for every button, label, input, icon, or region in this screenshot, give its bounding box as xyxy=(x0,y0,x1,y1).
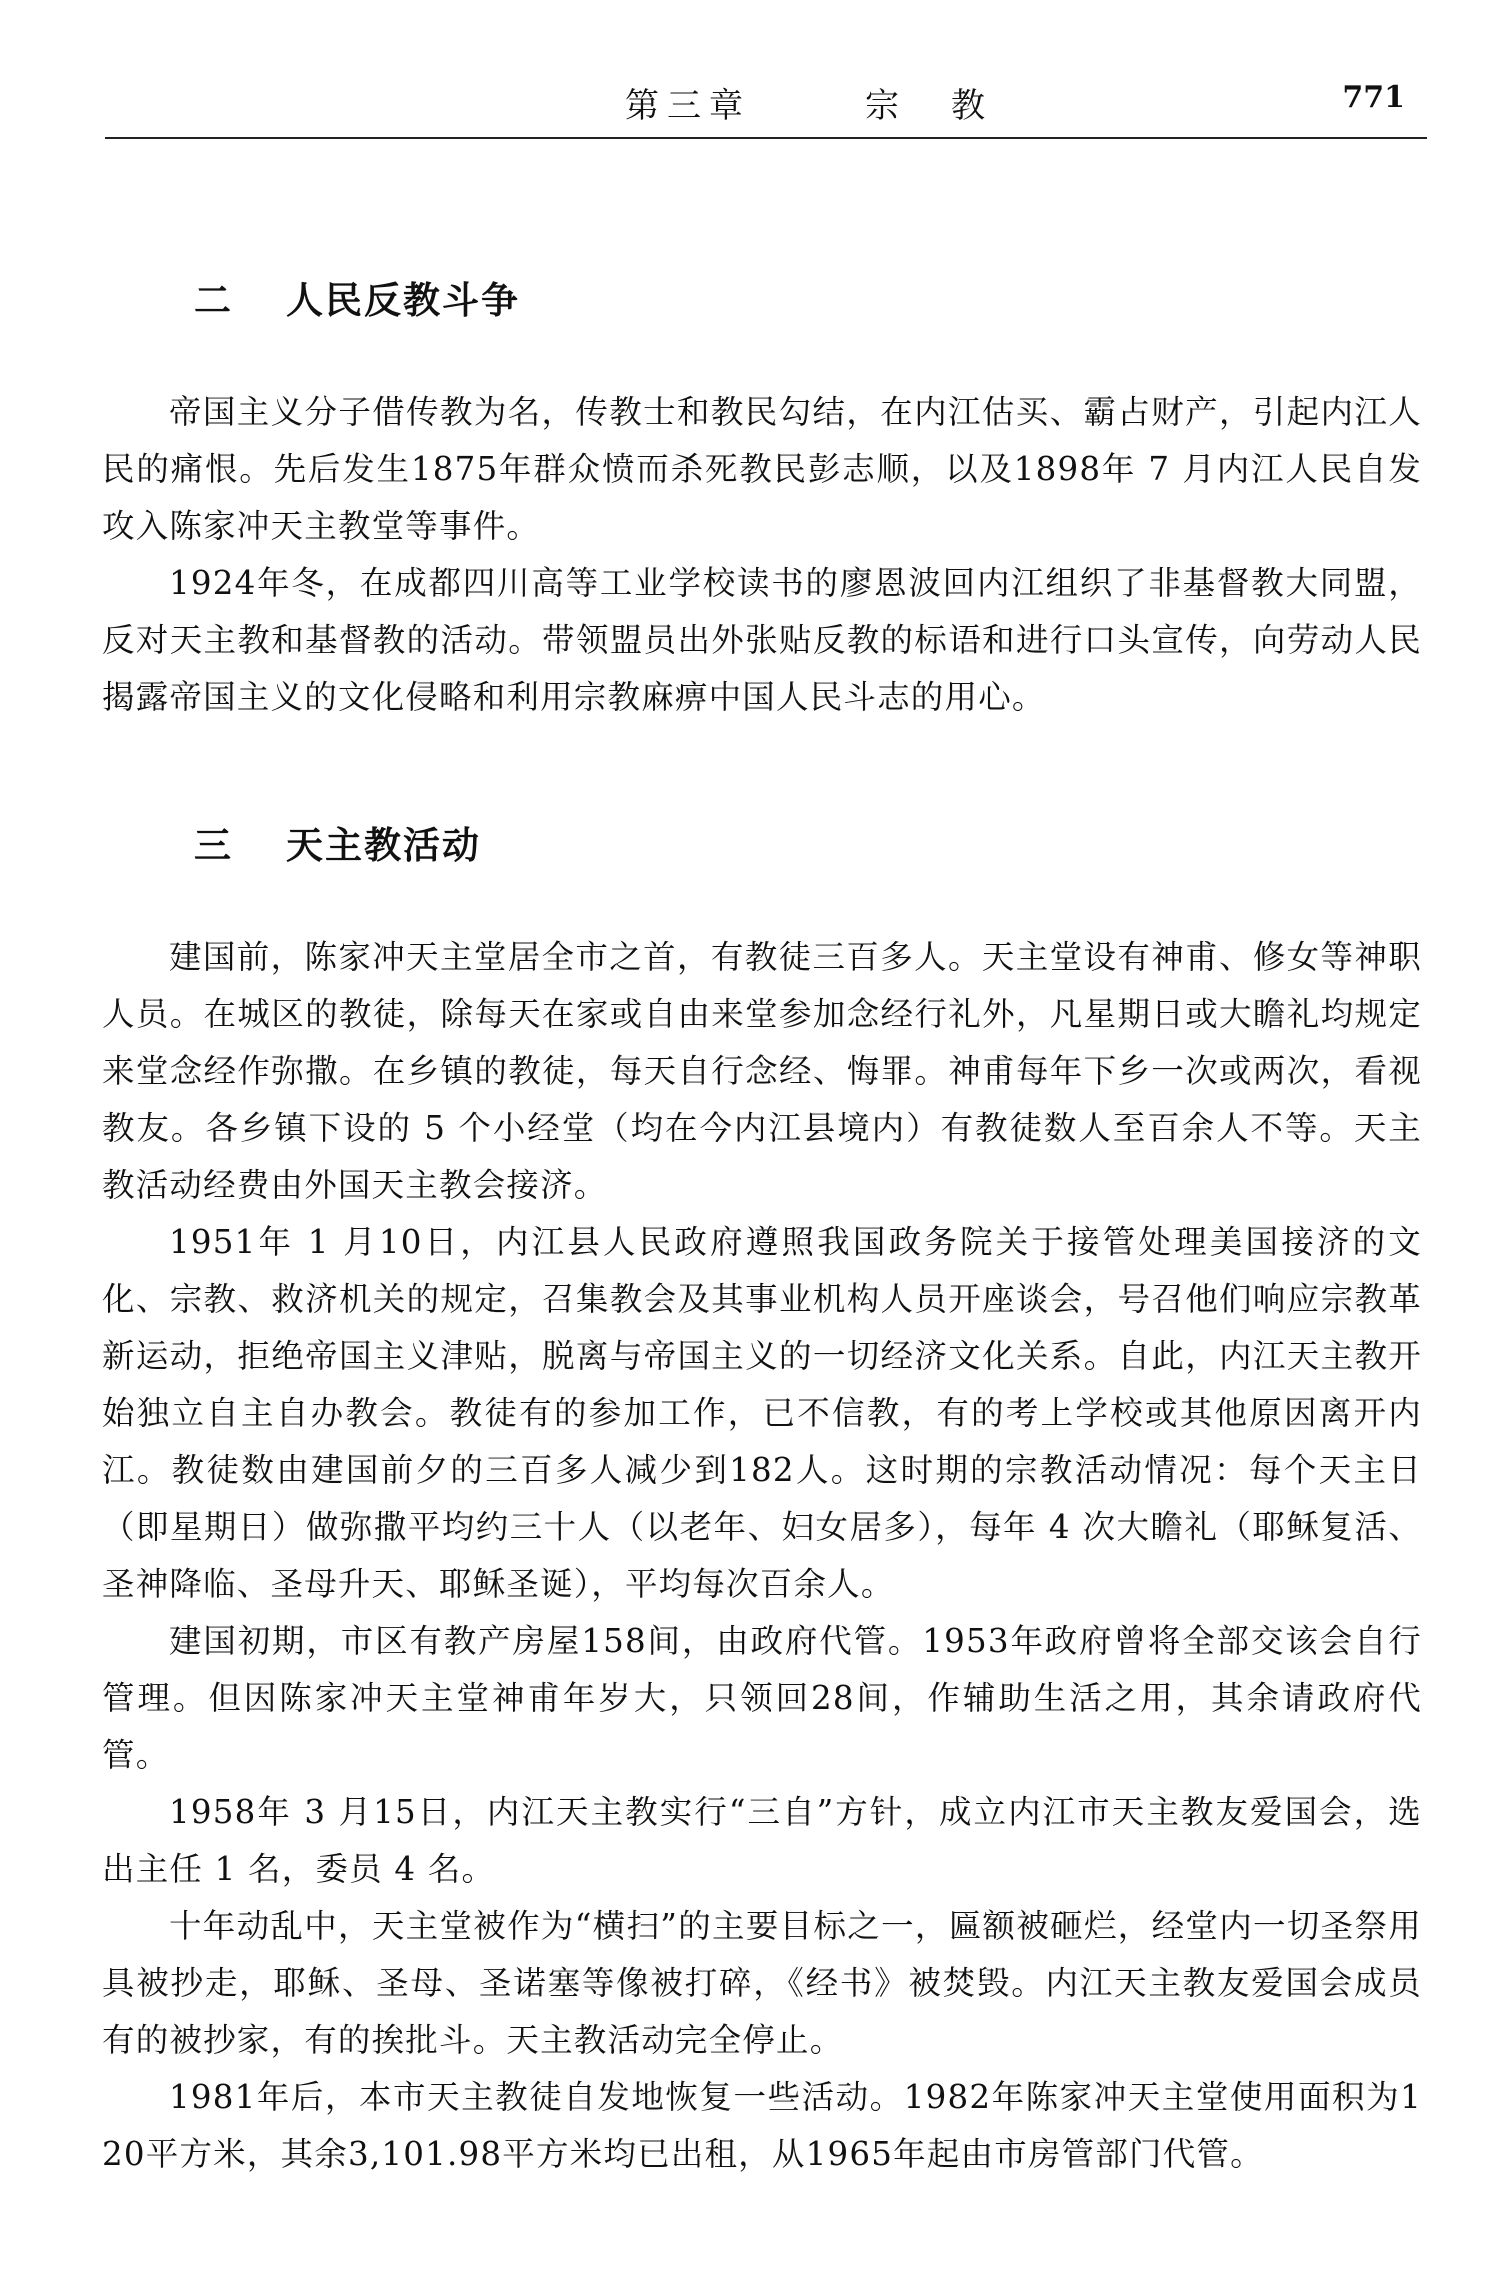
paragraph: 1951年 1 月10日，内江县人民政府遵照我国政务院关于接管处理美国接济的文化、宗教、救济机关的规定，召集教会及其事业机构人员开座谈会，号召他们响应宗教革新运动，拒绝帝国主义津贴，脱离与帝国主义的一切经济文化关系。自此，内江天主教开始独立自主自办教会。教徒有的参加工作，已不信教，有的考上学校或其他原因离开内江。教徒数由建国前夕的三百多人减少到182人。这时期的宗教活动情况：每个天主日（即星期日）做弥撒平均约三十人（以老年、妇女居多），每年 4 次大瞻礼（耶稣复活、圣神降临、圣母升天、耶稣圣诞），平均每次百余人。 xyxy=(102,1223,1422,1603)
paragraph: 1981年后，本市天主教徒自发地恢复一些活动。1982年陈家冲天主堂使用面积为120平方米，其余3,101.98平方米均已出租，从1965年起由市房管部门代管。 xyxy=(102,2078,1422,2173)
paragraph: 帝国主义分子借传教为名，传教士和教民勾结，在内江估买、霸占财产，引起内江人民的痛恨。先后发生1875年群众愤而杀死教民彭志顺，以及1898年 7 月内江人民自发攻入陈家冲天主教堂等事件。 xyxy=(102,393,1422,545)
section-catholic-activities xyxy=(102,815,1422,2183)
section-number: 二 xyxy=(194,278,233,322)
paragraph: 建国前，陈家冲天主堂居全市之首，有教徒三百多人。天主堂设有神甫、修女等神职人员。在城区的教徒，除每天在家或自由来堂参加念经行礼外，凡星期日或大瞻礼均规定来堂念经作弥撒。在乡镇的教徒，每天自行念经、悔罪。神甫每年下乡一次或两次，看视教友。各乡镇下设的 5 个小经堂（均在今内江县境内）有教徒数人至百余人不等。天主教活动经费由外国天主教会接济。 xyxy=(102,938,1422,1204)
header-rule xyxy=(105,137,1427,139)
section-title xyxy=(194,270,1422,324)
section-title xyxy=(194,815,1422,869)
paragraph: 十年动乱中，天主堂被作为“横扫”的主要目标之一，匾额被砸烂，经堂内一切圣祭用具被抄走，耶稣、圣母、圣诺塞等像被打碎，《经书》被焚毁。内江天主教友爱国会成员有的被抄家，有的挨批斗。天主教活动完全停止。 xyxy=(102,1907,1422,2059)
section-title-text: 天主教活动 xyxy=(286,823,481,867)
section-title-text: 人民反教斗争 xyxy=(286,278,520,322)
paragraph: 建国初期，市区有教产房屋158间，由政府代管。1953年政府曾将全部交该会自行管理。但因陈家冲天主堂神甫年岁大，只领回28间，作辅助生活之用，其余请政府代管。 xyxy=(102,1622,1422,1774)
topic-label: 宗教 xyxy=(865,86,1037,126)
chapter-label: 第三章 xyxy=(625,86,751,126)
running-header xyxy=(105,78,1405,130)
section-people-against-church xyxy=(102,270,1422,726)
paragraph: 1924年冬，在成都四川高等工业学校读书的廖恩波回内江组织了非基督教大同盟，反对天主教和基督教的活动。带领盟员出外张贴反教的标语和进行口头宣传，向劳动人民揭露帝国主义的文化侵略和利用宗教麻痹中国人民斗志的用心。 xyxy=(102,564,1422,716)
page-number: 771 xyxy=(1342,80,1405,115)
section-number: 三 xyxy=(194,823,233,867)
paragraph: 1958年 3 月15日，内江天主教实行“三自”方针，成立内江市天主教友爱国会，选出主任 1 名，委员 4 名。 xyxy=(102,1793,1422,1888)
